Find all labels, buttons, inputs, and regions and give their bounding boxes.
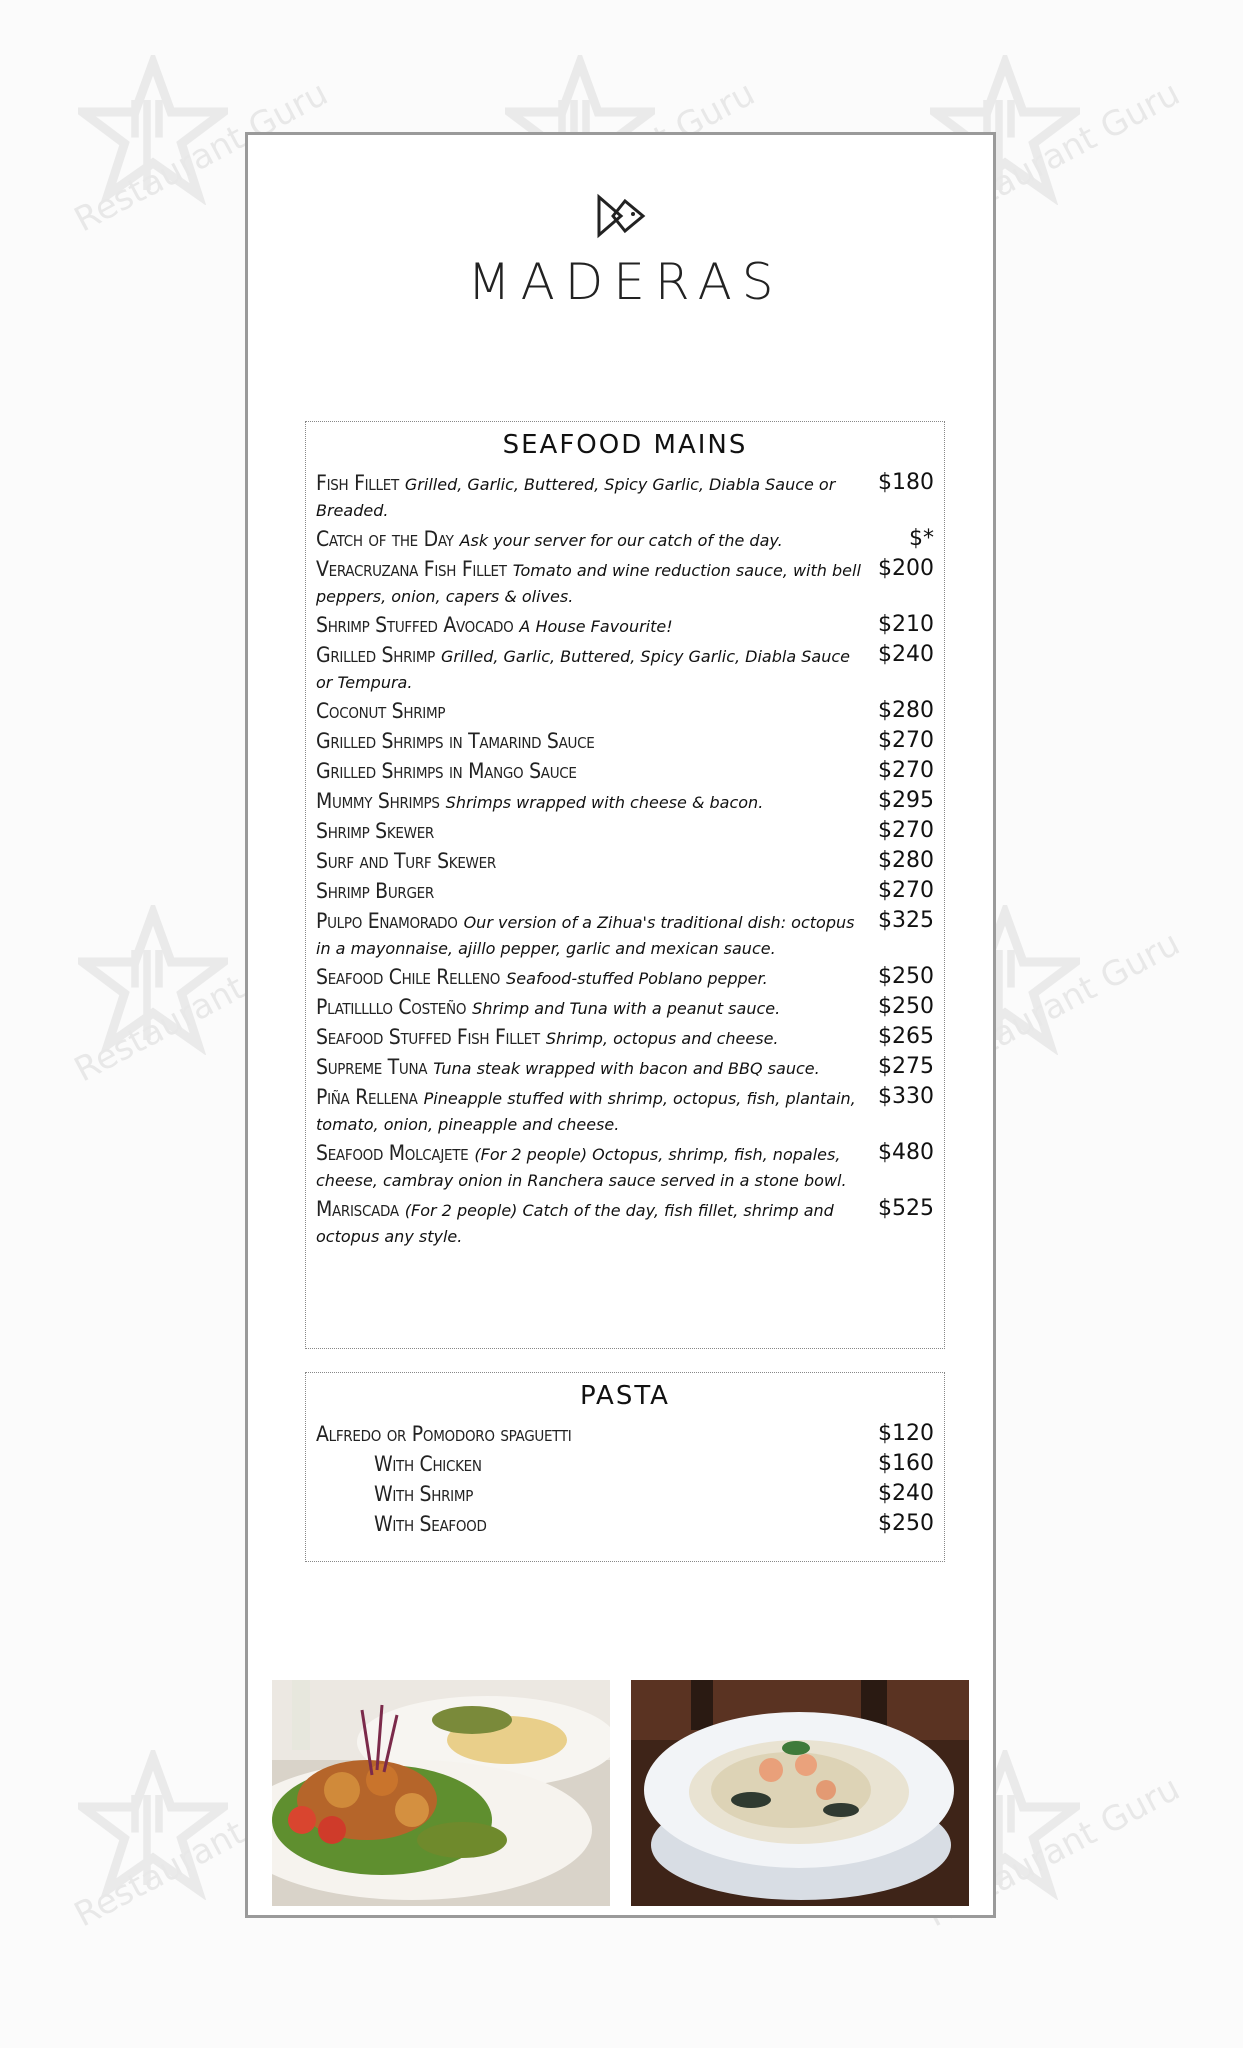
menu-item xyxy=(306,698,944,726)
menu-item-text xyxy=(316,470,864,524)
photo-shrimp-salad xyxy=(272,1680,610,1906)
item-name: Grilled Shrimps in Mango Sauce xyxy=(316,759,577,783)
item-price: $240 xyxy=(878,1481,934,1506)
item-name: Supreme Tuna xyxy=(316,1055,428,1079)
menu-item-text xyxy=(316,1084,864,1138)
brand-name: MADERAS xyxy=(467,253,784,311)
item-name: Pulpo Enamorado xyxy=(316,909,458,933)
menu-item-text xyxy=(316,526,864,554)
menu-item-text xyxy=(316,1481,922,1509)
menu-item-text xyxy=(316,1140,864,1194)
menu-item-text xyxy=(316,908,864,962)
menu-item xyxy=(306,1024,944,1052)
item-price: $250 xyxy=(878,1511,934,1536)
menu-item-text xyxy=(316,1196,864,1250)
menu-item xyxy=(306,964,944,992)
item-description: Shrimp and Tuna with a peanut sauce. xyxy=(472,999,781,1018)
menu-item xyxy=(306,1196,944,1250)
menu-item-text xyxy=(316,728,864,756)
section-title: PASTA xyxy=(580,1381,670,1411)
menu-item xyxy=(306,556,944,610)
menu-item-text xyxy=(316,612,864,640)
menu-item xyxy=(306,526,944,554)
item-name: Seafood Chile Relleno xyxy=(316,965,501,989)
item-price: $270 xyxy=(878,818,934,843)
item-name: Alfredo or Pomodoro spaguetti xyxy=(316,1422,572,1446)
item-price: $270 xyxy=(878,878,934,903)
item-price: $325 xyxy=(878,908,934,933)
item-name: Surf and Turf Skewer xyxy=(316,849,496,873)
item-description: Tomato and wine reduction sauce, with bell peppers, onion, capers & olives. xyxy=(316,561,861,606)
item-name: Fish Fillet xyxy=(316,471,399,495)
item-price: $240 xyxy=(878,642,934,667)
photo-seafood-pasta xyxy=(631,1680,969,1906)
menu-item-text xyxy=(316,848,864,876)
logo xyxy=(248,193,993,311)
pasta-list xyxy=(306,1421,944,1539)
item-name: Mariscada xyxy=(316,1197,399,1221)
fork-star-icon xyxy=(78,905,228,1055)
item-name: Shrimp Stuffed Avocado xyxy=(316,613,514,637)
item-description: A House Favourite! xyxy=(519,617,673,636)
menu-item xyxy=(306,1084,944,1138)
item-description: (For 2 people) Octopus, shrimp, fish, nopales, cheese, cambray onion in Ranchera sauce served in a stone bowl. xyxy=(316,1145,847,1190)
item-name: With Chicken xyxy=(374,1452,482,1476)
menu-item xyxy=(306,848,944,876)
item-price: $270 xyxy=(878,728,934,753)
item-price: $280 xyxy=(878,698,934,723)
watermark-text: Restaurant Guru xyxy=(920,923,1187,1091)
fork-star-icon xyxy=(78,55,228,205)
item-name: Shrimp Burger xyxy=(316,879,434,903)
menu-item-text xyxy=(316,1421,864,1449)
menu-item-text xyxy=(316,1451,922,1479)
watermark-text: Restaurant Guru xyxy=(68,1768,335,1936)
item-price: $160 xyxy=(878,1451,934,1476)
menu-item xyxy=(306,1054,944,1082)
item-name: Seafood Stuffed Fish Fillet xyxy=(316,1025,540,1049)
menu-item-text xyxy=(316,994,864,1022)
item-price: $330 xyxy=(878,1084,934,1109)
menu-item-text xyxy=(316,1054,864,1082)
menu-sub-item xyxy=(306,1451,944,1479)
menu-item xyxy=(306,994,944,1022)
menu-item-text xyxy=(316,698,864,726)
item-price: $270 xyxy=(878,758,934,783)
item-price: $250 xyxy=(878,964,934,989)
watermark-text: Restaurant Guru xyxy=(920,1768,1187,1936)
watermark-text: Restaurant Guru xyxy=(920,73,1187,241)
item-name: Piña Rellena xyxy=(316,1085,418,1109)
item-price: $295 xyxy=(878,788,934,813)
menu-sub-item xyxy=(306,1481,944,1509)
item-description: Shrimps wrapped with cheese & bacon. xyxy=(445,793,764,812)
menu-item-text xyxy=(316,964,864,992)
item-description: Our version of a Zihua's traditional dish: octopus in a mayonnaise, ajillo pepper, garlic and mexican sauce. xyxy=(316,913,855,958)
item-name: Veracruzana Fish Fillet xyxy=(316,557,507,581)
item-name: With Shrimp xyxy=(374,1482,474,1506)
menu-item xyxy=(306,642,944,696)
menu-item xyxy=(306,758,944,786)
item-description: Grilled, Garlic, Buttered, Spicy Garlic, Diabla Sauce or Breaded. xyxy=(316,475,836,520)
section-title: SEAFOOD MAINS xyxy=(502,430,748,460)
pasta-section xyxy=(305,1372,945,1562)
menu-item xyxy=(306,818,944,846)
menu-item xyxy=(306,1421,944,1449)
menu-item xyxy=(306,1140,944,1194)
item-price: $525 xyxy=(878,1196,934,1221)
menu-item xyxy=(306,728,944,756)
menu-sub-item xyxy=(306,1511,944,1539)
item-name: Seafood Molcajete xyxy=(316,1141,469,1165)
watermark-text: Restaurant Guru xyxy=(68,73,335,241)
menu-item xyxy=(306,908,944,962)
item-price: $210 xyxy=(878,612,934,637)
menu-item xyxy=(306,470,944,524)
watermark-text: Restaurant Guru xyxy=(68,923,335,1091)
item-price: $180 xyxy=(878,470,934,495)
item-price: $265 xyxy=(878,1024,934,1049)
item-price: $* xyxy=(909,526,934,551)
item-description: Ask your server for our catch of the day. xyxy=(459,531,783,550)
item-description: (For 2 people) Catch of the day, fish fillet, shrimp and octopus any style. xyxy=(316,1201,834,1246)
seafood-mains-section xyxy=(305,421,945,1349)
item-description: Tuna steak wrapped with bacon and BBQ sauce. xyxy=(433,1059,820,1078)
seafood-list xyxy=(306,470,944,1250)
item-name: Mummy Shrimps xyxy=(316,789,440,813)
fork-star-icon xyxy=(78,1750,228,1900)
item-name: Coconut Shrimp xyxy=(316,699,446,723)
item-price: $275 xyxy=(878,1054,934,1079)
item-name: Shrimp Skewer xyxy=(316,819,434,843)
item-description: Shrimp, octopus and cheese. xyxy=(545,1029,779,1048)
item-description: Pineapple stuffed with shrimp, octopus, fish, plantain, tomato, onion, pineapple and cheese. xyxy=(316,1089,856,1134)
item-price: $200 xyxy=(878,556,934,581)
item-name: Platillllo Costeño xyxy=(316,995,467,1019)
item-description: Seafood-stuffed Poblano pepper. xyxy=(506,969,768,988)
menu-item-text xyxy=(316,1511,922,1539)
fish-arrow-icon xyxy=(595,193,647,239)
item-name: Grilled Shrimp xyxy=(316,643,436,667)
item-price: $280 xyxy=(878,848,934,873)
item-name: Grilled Shrimps in Tamarind Sauce xyxy=(316,729,595,753)
menu-item xyxy=(306,612,944,640)
item-price: $250 xyxy=(878,994,934,1019)
menu-page xyxy=(245,132,996,1918)
menu-item-text xyxy=(316,818,864,846)
menu-item xyxy=(306,788,944,816)
menu-item xyxy=(306,878,944,906)
item-description: Grilled, Garlic, Buttered, Spicy Garlic, Diabla Sauce or Tempura. xyxy=(316,647,850,692)
item-price: $480 xyxy=(878,1140,934,1165)
menu-item-text xyxy=(316,642,864,696)
menu-item-text xyxy=(316,556,864,610)
item-name: Catch of the Day xyxy=(316,527,454,551)
menu-item-text xyxy=(316,878,864,906)
item-name: With Seafood xyxy=(374,1512,487,1536)
menu-item-text xyxy=(316,1024,864,1052)
menu-item-text xyxy=(316,788,864,816)
item-price: $120 xyxy=(878,1421,934,1446)
menu-item-text xyxy=(316,758,864,786)
